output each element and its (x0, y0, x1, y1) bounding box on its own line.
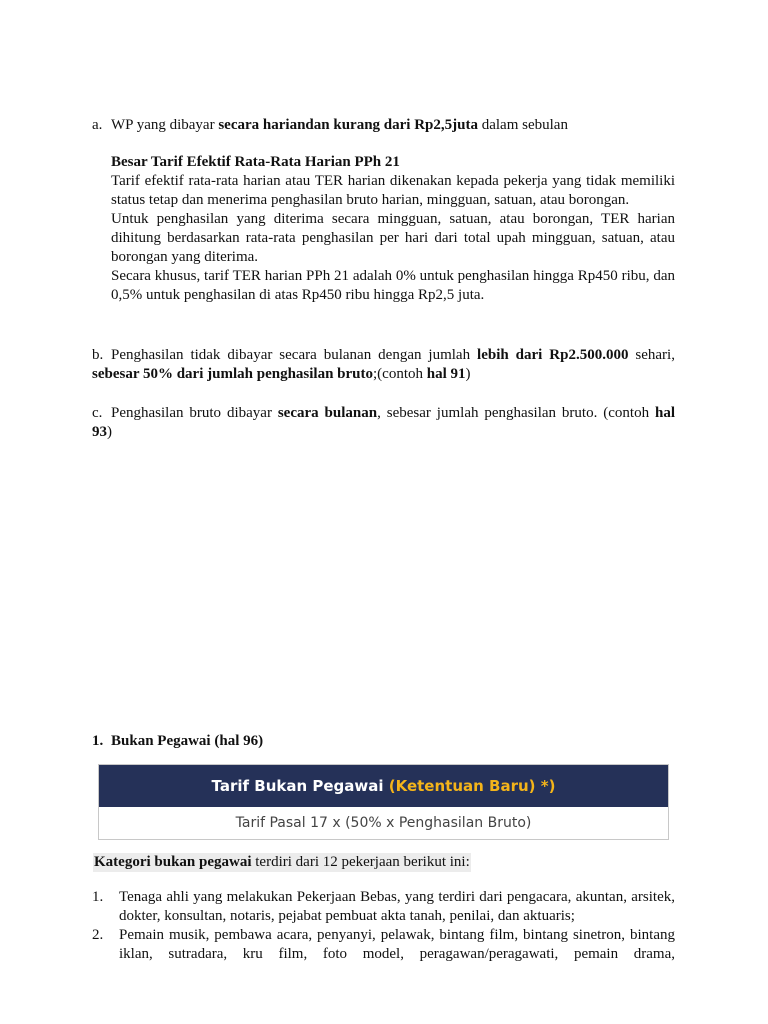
item-a-text: WP yang dibayar (111, 117, 219, 133)
item-c-bold-2: hal 93 (92, 405, 675, 440)
item-a (92, 116, 676, 135)
list-item (92, 888, 675, 926)
item-c-bold-1: secara bulanan (277, 405, 378, 421)
list-item (92, 926, 675, 964)
item-c-marker: c. (92, 405, 103, 421)
tarif-table-header-main: Tarif Bukan Pegawai (211, 776, 389, 795)
ter-harian-heading (111, 153, 675, 172)
item-c-text-1: Penghasilan bruto dibayar (111, 405, 278, 421)
kategori-bold: Kategori bukan pegawai (94, 854, 252, 870)
ter-paragraph-1: Tarif efektif rata-rata harian atau TER harian dikenakan kepada pekerja yang tidak memiliki status tetap dan menerima penghasilan bruto harian, mingguan, satuan, atau borongan. (111, 173, 675, 208)
item-b (92, 346, 675, 384)
kategori-line (93, 853, 471, 872)
item-c (92, 404, 675, 442)
item-a-marker: a. (92, 117, 103, 133)
list-item-text: Pemain musik, pembawa acara, penyanyi, pelawak, bintang film, bintang sinetron, bintang iklan, sutradara, kru film, foto model, peragawan/peragawati, pemain drama, (119, 927, 675, 962)
list-item-number: 1. (92, 889, 104, 905)
ter-harian-section (111, 153, 675, 305)
ter-paragraph-2: Untuk penghasilan yang diterima secara mingguan, satuan, atau borongan, TER harian dihitung berdasarkan rata-rata penghasilan per hari dari total upah mingguan, satuan, atau borongan yang diterima. (111, 211, 675, 265)
item-b-text-2: sehari, (628, 347, 675, 363)
list-item-text: Tenaga ahli yang melakukan Pekerjaan Bebas, yang terdiri dari pengacara, akuntan, arsitek, dokter, konsultan, notaris, pejabat pembuat akta tanah, penilai, dan aktuaris; (119, 889, 675, 924)
item-b-bold-1: lebih dari Rp2.500.000 (477, 347, 629, 363)
item-c-text-2: , sebesar jumlah penghasilan bruto. (contoh (377, 405, 655, 421)
section-bukan-pegawai-heading (92, 732, 263, 751)
section-number: 1. (92, 733, 104, 749)
list-item-number: 2. (92, 927, 104, 943)
section-title: Bukan Pegawai (hal 96) (111, 733, 264, 749)
kategori-rest: terdiri dari 12 pekerjaan berikut ini: (251, 854, 470, 870)
ter-paragraph-3: Secara khusus, tarif TER harian PPh 21 adalah 0% untuk penghasilan hingga Rp450 ribu, dan 0,5% untuk penghasilan di atas Rp450 ribu hingga Rp2,5 juta. (111, 268, 675, 303)
item-b-marker: b. (92, 347, 104, 363)
item-b-bold-3: hal 91 (426, 366, 466, 382)
item-b-text-4: ) (465, 366, 471, 382)
item-b-bold-2: sebesar 50% dari jumlah penghasilan bruto (92, 366, 374, 382)
ter-harian-heading-text: Besar Tarif Efektif Rata-Rata Harian PPh 21 (111, 154, 400, 170)
item-a-suffix: dalam sebulan (477, 117, 568, 133)
tarif-table-header-accent: (Ketentuan Baru) *) (388, 776, 556, 795)
kategori-list (92, 888, 675, 964)
tarif-table (98, 764, 669, 840)
tarif-table-header (99, 765, 668, 807)
item-c-text-3: ) (107, 424, 112, 440)
tarif-table-row (99, 807, 668, 839)
item-b-text-3: ;(contoh (373, 366, 427, 382)
tarif-table-row-text: Tarif Pasal 17 x (50% x Penghasilan Bruto) (235, 814, 532, 831)
item-a-bold: secara hariandan kurang dari Rp2,5juta (218, 117, 478, 133)
item-b-text-1: Penghasilan tidak dibayar secara bulanan dengan jumlah (111, 347, 478, 363)
